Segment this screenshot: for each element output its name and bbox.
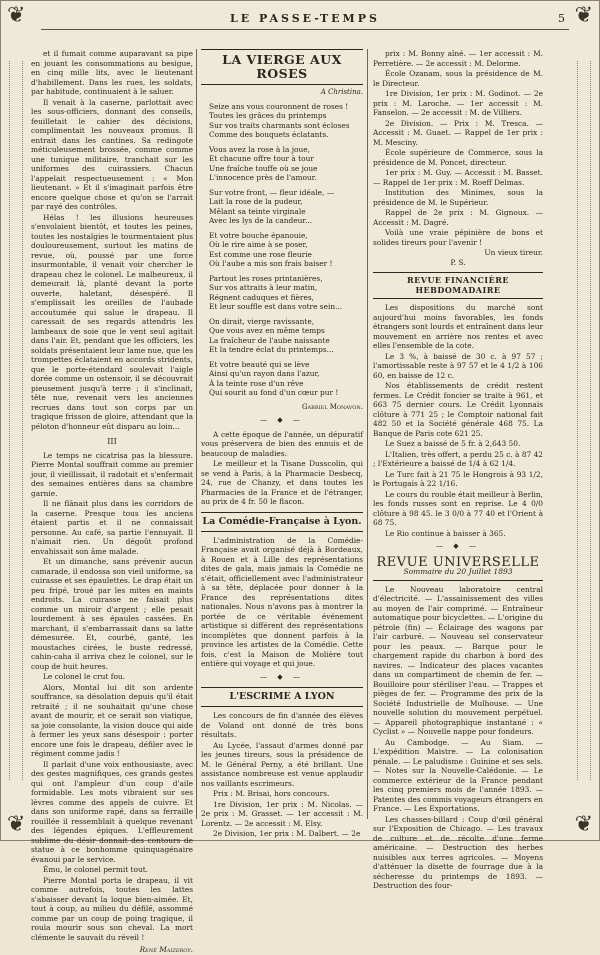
paragraph: Les chasses-billard : Coup d'œil général sur l'Exposition de Chicago. — Les travaux de culture et de récolte d'une ferme américaine. — Destruction des herbes nuisibles aux terres agricoles. — Moyens d'atténuer la disette de fourrage due à la sécheresse du printemps de 1893. — Destruction des four- — [373, 814, 543, 890]
paragraph: Voilà une vraie pépinière de bons et solides tireurs pour l'avenir ! — [373, 228, 543, 247]
section-heading: L'ESCRIME A LYON — [201, 687, 363, 707]
paragraph: L'administration de la Comédie-Française avait organisé déjà à Bordeaux, à Rouen et à Lille des représentations dites de gala, mais jamais la Comédie ne s'était, officiellement avec l'administrateur à sa tête, déplacée pour donner à la France des représentations dites nationales. Nous n'avons pas à montrer la portée de ce véritable événement artistique si différent des représentations incomplètes que donnent parfois à la province les artistes de la Comédie. Cette fois, c'est la Maison de Molière tout entière qui voyage et qui joue. — [201, 535, 363, 668]
poem-title: LA VIERGE AUX ROSES — [201, 49, 363, 85]
column-2 — [201, 49, 363, 838]
paragraph: Il parlait d'une voix enthousiaste, avec des gestes magnifiques, ces grands gestes qui ont l'ampleur d'un coup d'aile formidable. Les mots vibraient sur ses lèvres comme des appels de cuivre. Et dans son uniforme rapé, dans sa ferraille rouillée il ressemblait à quelque revenant des légendes épiques. L'effleurement sublime du désir donnait des contours de statue à ce bonhomme quinquagénaire évanoui par le service. — [31, 759, 193, 864]
stanza: Et votre beauté qui se lève Ainsi qu'un rayon dans l'azur, À la teinte rose d'un rêve Qui sourit au fond d'un cœur pur ! — [209, 359, 339, 397]
paragraph: Le temps ne cicatrisa pas la blessure. Pierre Montal souffrait comme au premier jour, il vieillissait, il radotait et s'enfermait des semaines entières dans sa chambre garnie. — [31, 450, 193, 498]
column-rule — [196, 49, 197, 819]
corner-ornament-icon: ❦ — [574, 3, 593, 28]
paragraph: Le Suez a baissé de 5 fr. à 2,643 50. — [385, 439, 521, 448]
author-signature: René Maizeroy. — [139, 945, 193, 954]
poem-dedication: A Christina. — [320, 88, 363, 96]
paragraph: Le Nouveau laboratoire central d'électricité. — L'assainissement des villes au moyen de l'air comprimé. — Entraîneur automatique pour bicyclettes. — L'origine du pétrole (fin) — Éclairage des wagons par l'air carburé. — Nouveau sel conservateur pour les peaux. — Barque pour le chargement rapide du charbon à bord des navires. — Indicateur des places vacantes dans un compartiment de chemin de fer. — Bouilloire pour stériliser l'eau. — Trappes et pièges de fer. — Programme des prix de la Société Industrielle de Mulhouse. — Une nouvelle solution du mouvement perpétuel. — Appareil photographique instantané : « Cyclist » — Nouvelle nappe pour fondeurs. — [373, 584, 543, 736]
paragraph: Le meilleur et la Tisane Dusscolin, qui se vend à Paris, à la Pharmacie Desbecq, 24, rue de Chanzy, et dans toutes les Pharmacies de la France et de l'étranger, au prix de 4 fr. 50 le flacon. — [201, 459, 363, 506]
paragraph: Ému, le colonel permit tout. — [43, 865, 149, 874]
paragraph: Le 3 %, à baissé de 30 c. à 97 57 ; l'amortissable reste à 97 57 et le 4 1/2 à 106 60, en baisse de 12 c. — [373, 351, 543, 380]
paragraph: Au Lycée, l'assaut d'armes donné par les jeunes tireurs, sous la présidence de M. le Général Perny, a été brillant. Une assistance nombreuse est venue applaudir nos vaillants escrimeurs. — [201, 740, 363, 788]
stanza: Et votre bouche épanouie, Où le rire aime à se poser, Est comme une rose fleurie Où l'aube a mis son frais baiser ! — [209, 230, 333, 268]
paragraph: Il venait à la caserne, parlottait avec les sous-officiers, donnant des conseils, feuilletait le cahier des décisions, complimentait les nouveaux promus. Il entrait dans les cantines. Sa redingote méticuleusement brossée, comme comme une tunique militaire, tranchait sur les uniformes des cuirassiers. Chacun l'appelait respectueusement : « Mon lieutenant. » Et il s'imaginait parfois être encore quelque chose et qu'on se l'arrait par rayé des contrôles. — [31, 97, 193, 211]
poem — [209, 102, 363, 398]
section-heading: REVUE FINANCIÈRE HEBDOMADAIRE — [373, 272, 543, 299]
paragraph: prix : M. Bonny aîné. — 1er accessit : M. Perretière. — 2e accessit : M. Delorme. — [373, 49, 543, 68]
veteran-initials: P. S. — [450, 257, 466, 267]
paragraph: Le Turc fait à 21 75 le Hongrois à 93 1/2, le Portugais à 22 1/16. — [373, 469, 543, 488]
paragraph: Rappel de 2e prix : M. Gignoux. — Accessit : M. Dagré. — [373, 208, 543, 227]
section-number: III — [107, 437, 117, 446]
paragraph: A cette époque de l'année, un dépuratif vous préservera de bien des ennuis et de beaucoup de maladies. — [201, 429, 363, 458]
paragraph: 1er prix : M. Guy. — Accessit : M. Basset. — Rappel de 1er prix : M. Roeff Delmas. — [373, 168, 543, 187]
column-3 — [373, 49, 543, 890]
paragraph: 1re Division, 1er prix : M. Nicolas. — 2e prix : M. Grasset. — 1er accessit : M. Lorentz. — 2e accessit : M. Elsy. — [201, 799, 363, 828]
corner-ornament-icon: ❦ — [574, 812, 593, 837]
paragraph: Et un dimanche, sans prévenir aucun camarade, il endossa son vieil uniforme, sa cuirasse et ses épaulettes. Le drap était un peu fripé, troué par les mites en maints endroits. La cuirasse ne faisait plus comme un miroir d'argent ; elle pesait lourdement à ses épaules cassées. En marchant, il s'embarrassait dans sa latte démesurée. Et, courbé, ganté, les moustaches cirées, le buste redressé, cahin-caha il arriva chez le colonel, sur le coup de huit heures. — [31, 557, 193, 671]
veteran-signature: Un vieux tireur. — [484, 248, 543, 257]
stanza: Sur votre front, — fleur idéale, — Lait la rose de la pudeur, Mêlant sa teinte virginale Avec les lys de la candeur... — [209, 187, 335, 225]
left-border-ornament — [9, 61, 23, 780]
paragraph: Prix : M. Brisai, hors concours. — [213, 789, 330, 798]
paragraph: 2e Division, 1er prix : M. Dalbert. — 2e — [213, 829, 361, 838]
paragraph: Nos établissements de crédit restent fermes. Le Crédit foncier se traite à 961, et 663 75 dernier cours. Le Crédit Lyonnais clôture à 771 25 ; le Comptoir national fait 482 50 et la Société générale 468 75. La Banque de Paris cote 621 25. — [373, 381, 543, 438]
section-heading: La Comédie-Française à Lyon. — [201, 512, 363, 532]
corner-ornament-icon: ❦ — [7, 812, 26, 837]
masthead — [41, 8, 569, 30]
divider-ornament-icon: — ◆ — — [436, 542, 480, 550]
divider-ornament-icon: — ◆ — — [260, 416, 304, 424]
poet-signature: Gabriel Monavon. — [301, 402, 363, 411]
column-1 — [31, 49, 193, 954]
paragraph: Les dispositions du marché sont aujourd'hui moins favorables, les fonds étrangers sont lourds et entraînent dans leur mouvement en arrière nos rentes et avec elles l'ensemble de la cote. — [373, 303, 543, 350]
divider-ornament-icon: — ◆ — — [260, 672, 304, 681]
paragraph: Le cours du rouble était meilleur à Berlin, les fonds russes sont en reprise. Le 4 0/0 clôture à 98 45. le 3 0/0 à 77 40 et l'Orient à 68 75. — [373, 489, 543, 527]
corner-ornament-icon: ❦ — [7, 3, 26, 28]
page-number: 5 — [558, 12, 565, 25]
column-rule — [367, 49, 368, 819]
paragraph: Il ne flânait plus dans les corridors de la caserne. Presque tous les anciens étaient partis et il ne connaissait personne. Au café, sa partie l'ennuyait. Il n'aimait rien. Un dégoût profond envahissait son âme malade. — [31, 499, 193, 556]
stanza: Vous avez la rose à la joue, Et chacune offre tour à tour Une fraîche touffe où se joue L'innocence près de l'amour. — [209, 144, 318, 182]
paragraph: École supérieure de Commerce, sous la présidence de M. Poncet, directeur. — [373, 148, 543, 167]
paragraph: L'Italien, très offert, a perdu 25 c. à 87 42 ; l'Extérieure a baissé de 1/4 à 62 1/4. — [373, 449, 543, 468]
masthead-title: LE PASSE-TEMPS — [230, 12, 380, 25]
paragraph: et il fumait comme auparavant sa pipe en jouant les consommations au besigue, en cinq mille lits, avec le lieutenant d'habillement. Dans les rues, les soldats, par habitude, continuaient à le saluer. — [31, 49, 193, 96]
paragraph: École Ozanam, sous la présidence de M. le Directeur. — [373, 69, 543, 88]
paragraph: Alors, Montal lui dit son ardente souffrance, sa désolation depuis qu'il était retraité ; il ne souhaitait qu'une chose avant de mourir, et ce serait son viatique, sa joie consolante, la vision douce qui aide à fermer les yeux sans désespoir : porter encore une fois le drapeau, défiler avec le régiment comme jadis ! — [31, 682, 193, 758]
paragraph: Le Rio continue à baisser à 365. — [385, 528, 506, 538]
paragraph: Au Cambodge. — Au Siam. — L'expédition Maistre. — La colonisation pénale. — Le paludisme : Guinine et ses sels. — Notes sur la Nouvelle-Calédonie. — Le commerce extérieur de la France pendant les cinq premiers mois de l'année 1893. — Patentes des commis voyageurs étrangers en France. — Les Exportations. — [373, 737, 543, 813]
paragraph: 1re Division, 1er prix : M. Godinot. — 2e prix : M. Laroche. — 1er accessit : M. Fanselon. — 2e accessit : M. de Villiers. — [373, 89, 543, 117]
stanza: Seize ans vous couronnent de roses ! Toutes les grâces du printemps Sur vos traits charmants sont écloses Comme des bouquets éclatants. — [209, 101, 350, 139]
stanza: On dirait, vierge ravissante, Que vous avez en même temps La fraîcheur de l'aube naissante Et la tendre éclat du printemps... — [209, 316, 334, 354]
paragraph: Hélas ! les illusions heureuses s'envolaient bientôt, et toutes les peines, toutes les nostalgies le tourmentaient plus douloureusement, surtout les matins de revue, où, poussé par une force insurmontable, il venait voir chercher le drapeau chez le colonel. Le malheureux, il demeurait là, planté devant la porte ouverte, haletant, désespéré. Il s'emplissait les oreilles de l'aubade accoutumée qui salue le drapeau. Il caressait de ses regards attendris les lambeaux de soie que le vent seul agitait dans l'air. Et, pendant que les officiers, les soldats présentaient leur lame nue, que les trompettes éclataient en accords stridents, que le porte-étendard soulevait l'aigle dorée comme un ostensoir, il se découvrait pieusement jusqu'à terre ; il s'inclinait, tête nue, revenait vers les anciennes recrues dans tout son corps par un tragique frisson de gloire, attendant que la péloton d'honneur eût disparu au loin... — [31, 212, 193, 431]
paragraph: Les concours de fin d'année des élèves de Voland ont donné de très bons résultats. — [201, 711, 363, 739]
paragraph: Pierre Montal porta le drapeau, il vit comme autrefois, toutes les lattes s'abaisser devant la loque bien-aimée. Et, tout à coup, au milieu du défilé, assommé comme par un coup de poing tragique, il roula mourir sous son cheval. La mort clémente le sauvait du réveil ! — [31, 875, 193, 942]
paragraph: 2e Division. — Prix : M. Tresca. — Accessit : M. Guaet. — Rappel de 1er prix : M. Mesciny. — [373, 118, 543, 147]
stanza: Partout les roses printanières, Sur vos attraits à leur matin, Régnent caduques et fières, Et leur souffle est dans votre sein... — [209, 273, 343, 311]
right-border-ornament — [577, 61, 591, 780]
section-subheading: Sommaire du 20 Juillet 1893 — [373, 567, 543, 581]
paragraph: Institution des Minimes, sous la présidence de M. le Supérieur. — [373, 188, 543, 207]
section-heading: REVUE UNIVERSELLE — [376, 554, 540, 570]
paragraph: Le colonel le crut fou. — [43, 672, 126, 681]
